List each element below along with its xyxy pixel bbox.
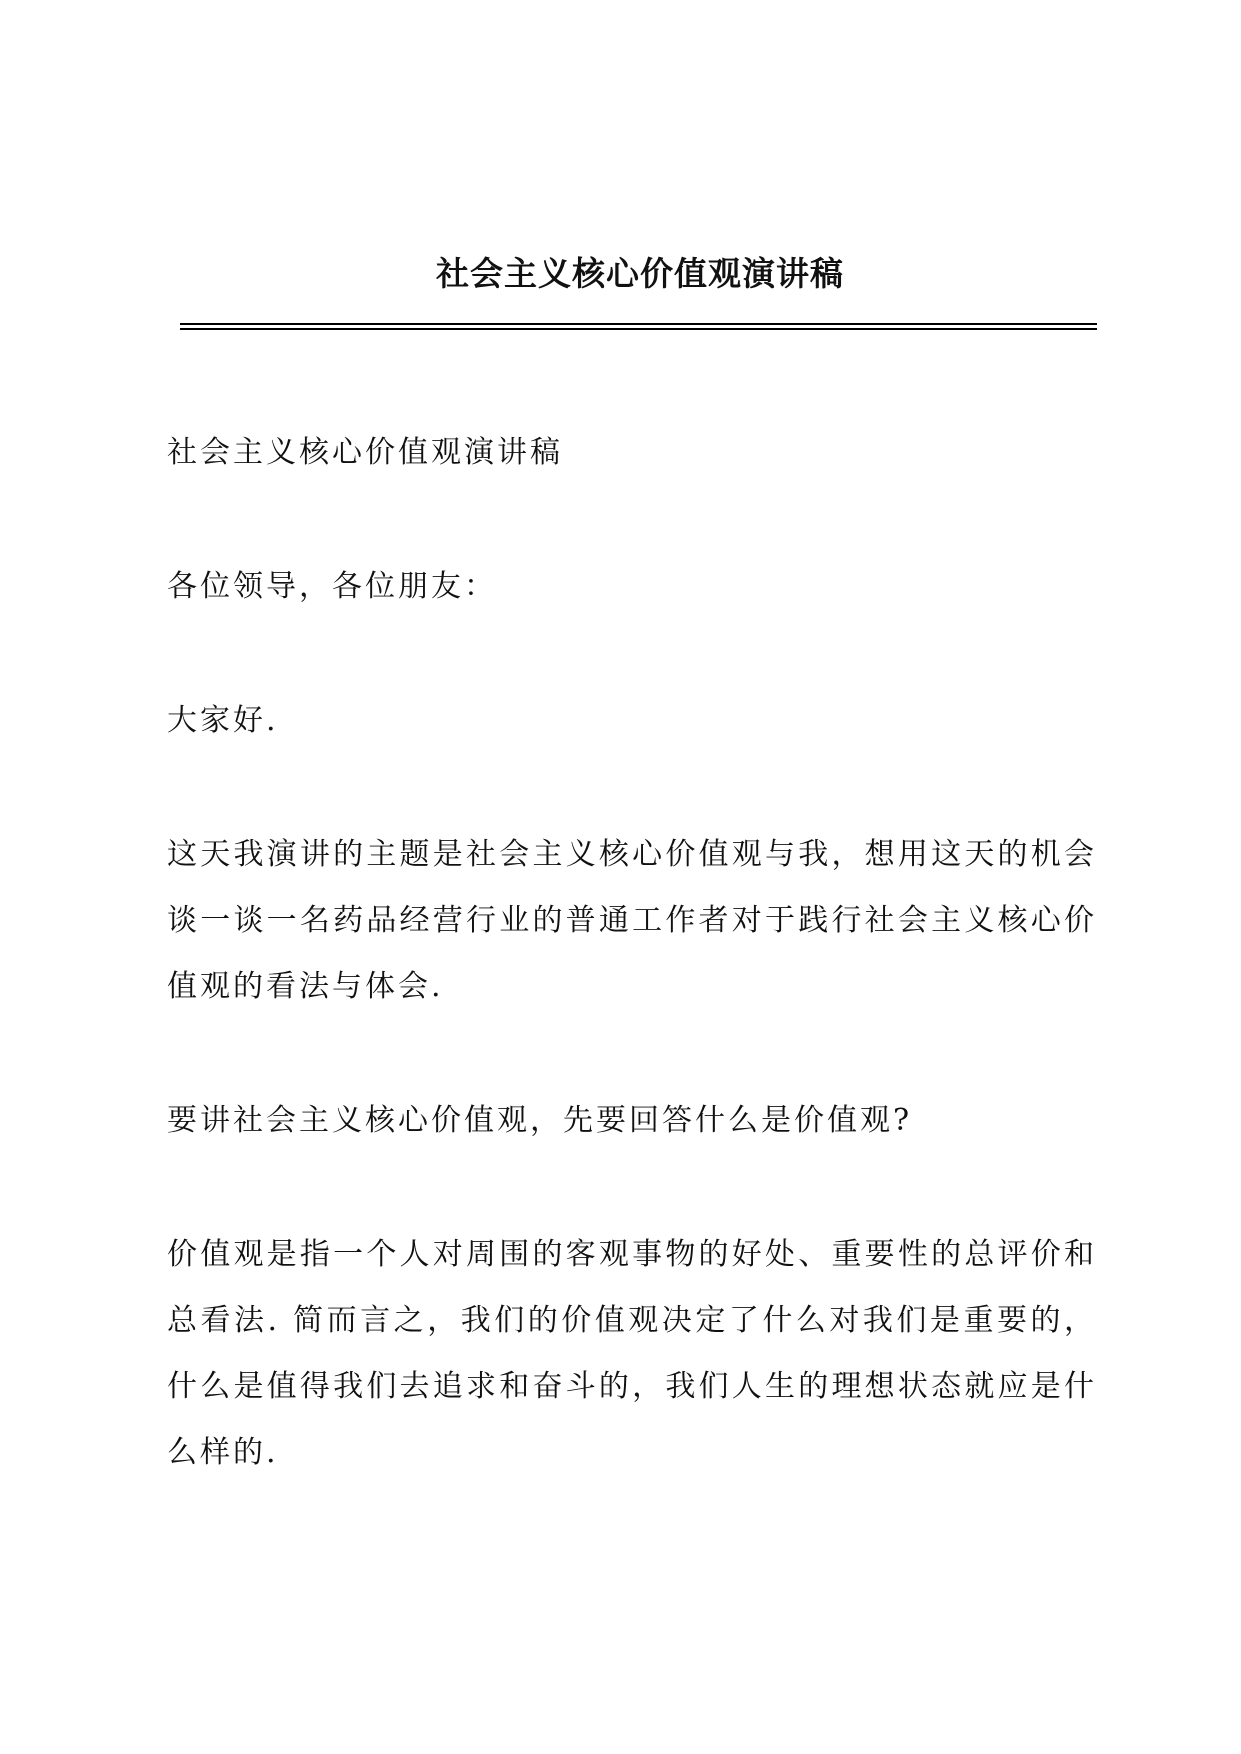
page-title: 社会主义核心价值观演讲稿 [436,254,844,293]
paragraph-greeting: 大家好. [167,703,279,738]
paragraph-heading: 社会主义核心价值观演讲稿 [167,435,563,470]
paragraph-definition: 价值观是指一个人对周围的客观事物的好处、重要性的总评价和总看法. 简而言之，我们的价值观决定了什么对我们是重要的，什么是值得我们去追求和奋斗的，我们人生的理想状态就应是什么样的. [167,1237,1097,1470]
document-body [167,420,1097,1554]
paragraph-question: 要讲社会主义核心价值观，先要回答什么是价值观? [167,1103,913,1138]
paragraph-topic: 这天我演讲的主题是社会主义核心价值观与我，想用这天的机会谈一谈一名药品经营行业的普通工作者对于践行社会主义核心价值观的看法与体会. [167,837,1097,1004]
paragraph-salutation: 各位领导，各位朋友： [167,569,497,604]
title-double-rule [180,323,1097,330]
